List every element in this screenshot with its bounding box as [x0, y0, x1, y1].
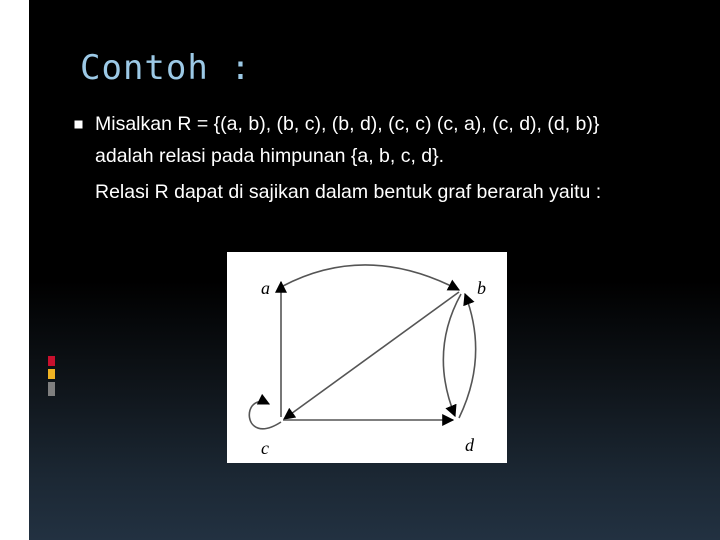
red-mark [48, 356, 55, 366]
title-accent-bar [45, 52, 57, 84]
square-bullet-icon [74, 120, 83, 129]
edge-a-b [283, 265, 459, 290]
edge-d-b [459, 294, 476, 418]
bullet-line-1: Misalkan R = {(a, b), (b, c), (b, d), (c, c) (c, a), (c, d), (d, b)} [95, 113, 600, 135]
node-c-label: c [261, 438, 269, 458]
gray-mark [48, 382, 55, 396]
slide-title: Contoh : [80, 48, 252, 88]
left-color-marks [48, 356, 55, 399]
edge-c-c-loop [249, 402, 281, 429]
node-a-label: a [261, 278, 270, 298]
directed-graph [227, 252, 507, 463]
edge-b-c [284, 292, 459, 419]
bullet-line-3: Relasi R dapat di sajikan dalam bentuk graf berarah yaitu : [95, 181, 602, 203]
node-b-label: b [477, 278, 486, 298]
node-d-label: d [465, 435, 474, 455]
left-margin [0, 0, 29, 540]
bullet-line-2: adalah relasi pada himpunan {a, b, c, d}. [95, 145, 445, 167]
edge-b-d [443, 294, 461, 416]
yellow-mark [48, 369, 55, 379]
